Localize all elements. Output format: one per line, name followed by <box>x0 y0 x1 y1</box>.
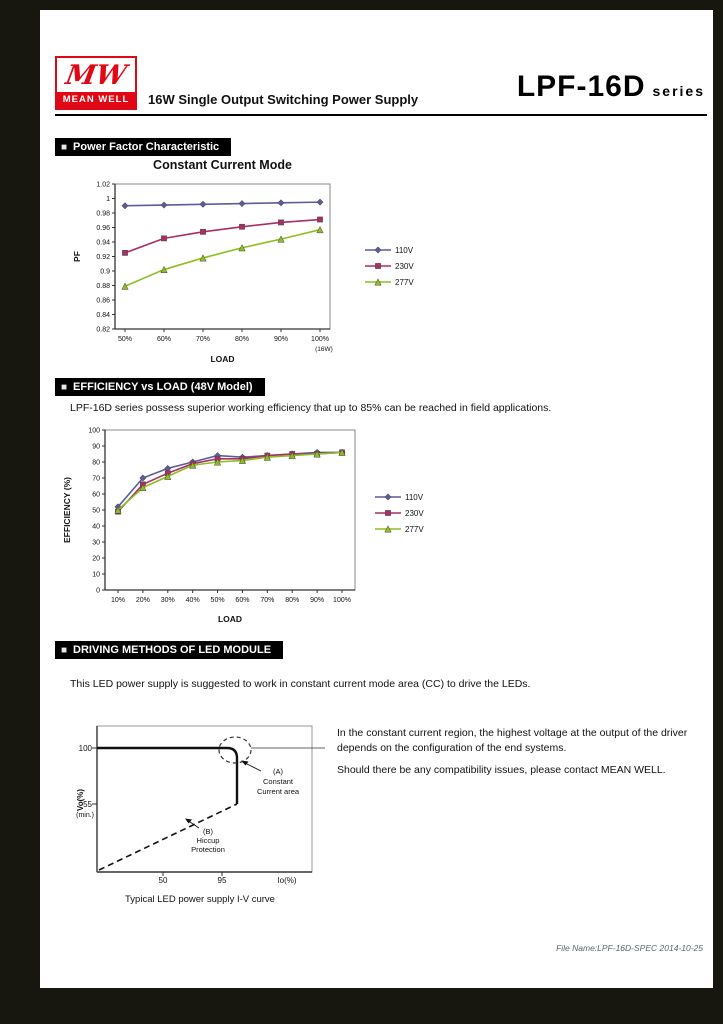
label-a: (A) <box>273 767 283 776</box>
svg-text:40%: 40% <box>185 597 200 604</box>
section-driving-methods <box>55 641 283 659</box>
section-title: EFFICIENCY vs LOAD (48V Model) <box>73 381 253 393</box>
svg-text:10: 10 <box>92 571 100 579</box>
svg-text:0.84: 0.84 <box>96 312 110 319</box>
svg-text:LOAD: LOAD <box>217 614 243 624</box>
label-b: (B) <box>203 827 213 836</box>
svg-text:50%: 50% <box>210 597 225 604</box>
svg-text:230V: 230V <box>405 509 424 518</box>
svg-text:1: 1 <box>106 196 110 203</box>
svg-text:60: 60 <box>92 491 100 499</box>
svg-text:0.98: 0.98 <box>96 210 110 218</box>
section-marker-icon: ■ <box>61 142 68 153</box>
svg-text:20%: 20% <box>135 597 150 604</box>
svg-text:100: 100 <box>88 427 100 435</box>
svg-text:60%: 60% <box>235 597 250 604</box>
section-title: Power Factor Characteristic <box>73 141 220 153</box>
efficiency-note: LPF-16D series possess superior working efficiency that up to 85% can be reached in field applications. <box>70 402 552 414</box>
file-name-note: File Name:LPF-16D-SPEC 2014-10-25 <box>556 943 703 953</box>
x95-label: 95 <box>217 876 227 885</box>
svg-text:100%: 100% <box>333 597 351 604</box>
io-axis-label: Io(%) <box>277 876 297 885</box>
label-b-line3: Protection <box>191 845 225 854</box>
section-marker-icon: ■ <box>61 382 68 393</box>
svg-text:EFFICIENCY (%): EFFICIENCY (%) <box>62 477 72 543</box>
y55-label: 55 <box>83 800 92 809</box>
power-factor-chart-block <box>40 158 520 380</box>
svg-text:0.96: 0.96 <box>96 225 110 232</box>
logo-brand-band: MEAN WELL <box>57 92 135 108</box>
svg-text:0.92: 0.92 <box>96 254 110 261</box>
svg-text:80%: 80% <box>285 597 300 604</box>
efficiency-chart <box>45 418 525 636</box>
label-a-line3: Current area <box>256 787 300 796</box>
y100-label: 100 <box>78 744 92 753</box>
section-efficiency <box>55 378 265 396</box>
svg-text:PF: PF <box>72 251 82 262</box>
diagram-caption: Typical LED power supply I-V curve <box>125 894 275 905</box>
svg-text:90%: 90% <box>273 336 289 343</box>
section-marker-icon: ■ <box>61 645 68 656</box>
product-series-label: series <box>652 83 705 99</box>
svg-text:90: 90 <box>92 443 100 451</box>
svg-text:60%: 60% <box>156 336 172 343</box>
vo-axis-label: Vo(%) <box>76 788 85 812</box>
svg-text:230V: 230V <box>395 262 414 271</box>
driving-note: This LED power supply is suggested to work in constant current mode area (CC) to drive the LEDs. <box>70 678 531 690</box>
svg-text:110V: 110V <box>405 493 424 502</box>
svg-text:1.02: 1.02 <box>96 181 110 189</box>
cc-region-paragraph-2: Should there be any compatibility issues, please contact MEAN WELL. <box>337 764 666 777</box>
svg-text:LOAD: LOAD <box>210 354 235 364</box>
svg-text:80%: 80% <box>234 336 250 343</box>
svg-text:40: 40 <box>92 523 100 531</box>
svg-text:30%: 30% <box>160 597 175 604</box>
svg-text:0: 0 <box>96 587 100 595</box>
product-name: LPF-16D <box>516 70 646 103</box>
iv-curve-diagram <box>75 720 325 892</box>
logo-mw-mark <box>57 58 135 92</box>
svg-text:277V: 277V <box>405 525 424 534</box>
svg-text:(16W): (16W) <box>315 346 333 353</box>
svg-text:0.86: 0.86 <box>96 297 110 305</box>
arrow-a-head-icon <box>241 761 249 766</box>
svg-text:0.9: 0.9 <box>100 268 110 276</box>
svg-text:277V: 277V <box>395 278 414 287</box>
power-factor-chart <box>40 172 510 372</box>
efficiency-chart-block <box>45 418 525 648</box>
mw-logo-icon: MW <box>63 59 129 91</box>
iv-curve-diagram-block <box>75 720 325 897</box>
datasheet-page <box>40 10 713 988</box>
label-a-line2: Constant <box>262 777 294 786</box>
page-subtitle: 16W Single Output Switching Power Supply <box>148 92 419 107</box>
svg-text:70: 70 <box>92 475 100 483</box>
section-power-factor <box>55 138 231 156</box>
svg-text:90%: 90% <box>310 597 325 604</box>
svg-text:10%: 10% <box>110 597 126 604</box>
product-title <box>517 70 705 104</box>
chart-title: Constant Current Mode <box>153 158 292 172</box>
iv-curve-solid <box>97 748 237 804</box>
svg-text:110V: 110V <box>395 246 414 255</box>
meanwell-logo <box>55 56 137 110</box>
label-b-line2: Hiccup <box>196 836 220 845</box>
ymin-label: (min.) <box>76 812 94 819</box>
svg-text:50: 50 <box>92 507 100 515</box>
svg-text:30: 30 <box>92 539 100 547</box>
cc-region-text <box>337 726 713 786</box>
svg-text:70%: 70% <box>260 597 275 604</box>
header-divider <box>55 114 707 116</box>
svg-text:20: 20 <box>92 555 100 563</box>
svg-text:70%: 70% <box>195 336 211 343</box>
section-title: DRIVING METHODS OF LED MODULE <box>73 644 272 656</box>
svg-text:0.88: 0.88 <box>96 283 110 290</box>
svg-text:50%: 50% <box>117 336 133 343</box>
cc-region-paragraph-1: In the constant current region, the highest voltage at the output of the driver depends on the configuration of the end systems. <box>337 727 688 755</box>
x50-label: 50 <box>158 876 168 885</box>
svg-text:0.82: 0.82 <box>96 326 110 334</box>
svg-text:80: 80 <box>92 459 100 467</box>
svg-text:0.94: 0.94 <box>96 239 110 247</box>
svg-text:100%: 100% <box>311 336 329 343</box>
